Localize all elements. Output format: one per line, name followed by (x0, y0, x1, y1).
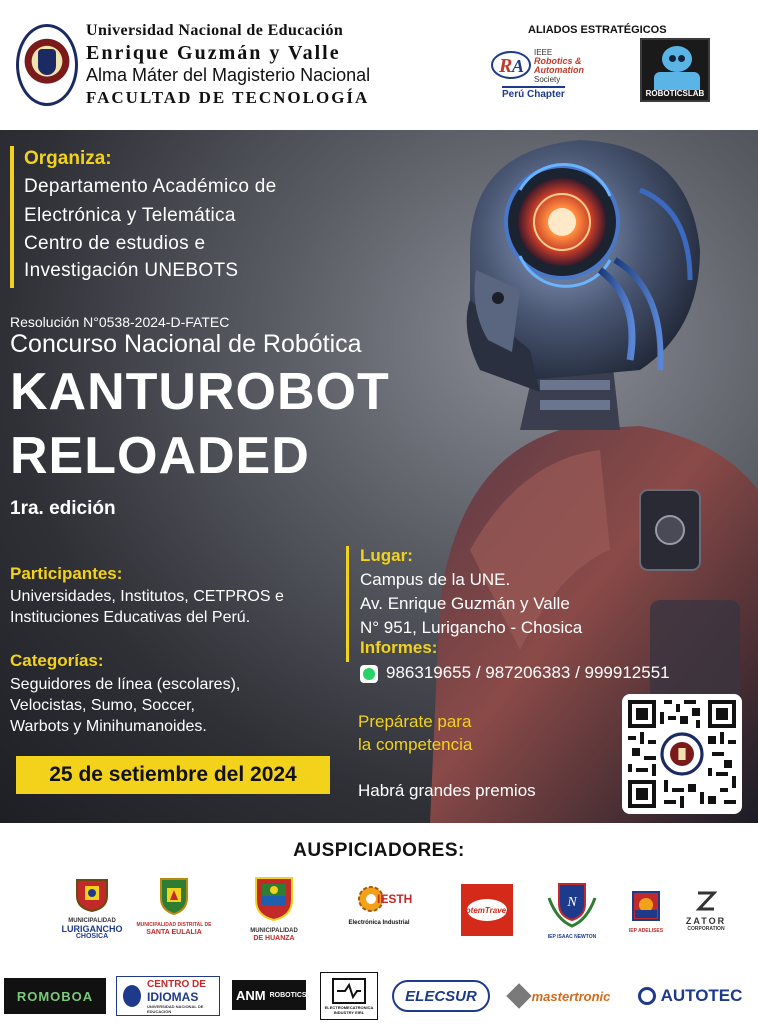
sponsor-zator (678, 890, 734, 933)
huanza-top: MUNICIPALIDAD (250, 928, 298, 934)
university-line-4: FACULTAD DE TECNOLOGÍA (86, 88, 370, 107)
university-seal-icon (16, 24, 78, 106)
organizer-line-3: Centro de estudios e (24, 233, 206, 254)
qr-code-icon (628, 700, 736, 808)
ieee-line-2: Robotics & (534, 56, 582, 66)
categories-line-2: Velocistas, Sumo, Soccer, (10, 697, 195, 714)
sponsor-adelises (626, 890, 666, 935)
santa-eulalia-top: MUNICIPALIDAD DISTRITAL DE (136, 922, 212, 928)
categories-heading: Categorías: (10, 651, 104, 670)
header (0, 0, 758, 130)
sponsor-autotec (628, 982, 752, 1010)
venue-line-2: Av. Enrique Guzmán y Valle (360, 594, 570, 613)
ieee-line-4: Society (534, 75, 561, 84)
participants-heading: Participantes: (10, 564, 123, 583)
organizer-line-1: Departamento Académico de (24, 176, 277, 197)
adelises-name: IEP ADELISES (628, 928, 664, 934)
ieee-ras-logo (490, 42, 600, 98)
santa-eulalia-crest-icon (158, 876, 190, 916)
isaac-newton-crest-icon (547, 880, 597, 928)
prizes-note: Habrá grandes premios (358, 781, 536, 800)
sponsor-romoboa: ROMOBOA (4, 978, 106, 1014)
zator-z-icon (695, 890, 717, 912)
main-banner (0, 130, 758, 823)
sponsor-santa-eulalia (136, 876, 212, 937)
sponsor-totemtravels (460, 884, 514, 941)
venue-line-3: N° 951, Lurigancho - Chosica (360, 618, 583, 637)
university-line-2: Enrique Guzmán y Valle (86, 42, 341, 64)
iesth-gear-icon (355, 884, 413, 914)
qr-code[interactable] (622, 694, 742, 814)
call-to-action (358, 710, 472, 756)
ieee-line-1: IEEE (534, 48, 553, 57)
adelises-crest-icon (631, 890, 661, 922)
event-date: 25 de setiembre del 2024 (16, 756, 330, 794)
university-name-block (86, 22, 406, 108)
autotec-name: AUTOTEC (660, 986, 743, 1005)
sponsor-anm-robotics (232, 980, 306, 1010)
categories-line-3: Warbots y Minihumanoides. (10, 718, 207, 735)
organizer-heading: Organiza: (24, 148, 112, 169)
university-line-1: Universidad Nacional de Educación (86, 22, 344, 39)
phone-numbers: 986319655 / 987206383 / 999912551 (386, 663, 670, 682)
info-heading: Informes: (360, 638, 438, 657)
university-line-3: Alma Máter del Magisterio Nacional (86, 65, 371, 85)
sponsor-electromecatronica (320, 972, 378, 1020)
ieee-chapter: Perú Chapter (502, 86, 565, 100)
huanza-mid: DE HUANZA (253, 935, 295, 942)
venue-line-1: Campus de la UNE. (360, 570, 511, 589)
robotics-lab-name: ROBOTICSLAB (645, 89, 705, 98)
lurigancho-mid: LURIGANCHO (61, 924, 123, 934)
sponsors-heading: AUSPICIADORES: (293, 840, 465, 861)
iesth-name: IESTH (377, 892, 413, 906)
ieee-ras-icon (490, 50, 532, 80)
sponsor-centro-idiomas (116, 976, 220, 1016)
autotec-ring-icon (638, 987, 656, 1005)
sponsor-iesth (340, 884, 418, 927)
sponsor-mastertronic (504, 982, 616, 1010)
edition-label: 1ra. edición (10, 498, 116, 519)
svg-text:N: N (567, 895, 577, 910)
lurigancho-bot: CHOSICA (75, 933, 109, 940)
svg-text:R: R (499, 55, 513, 77)
ieee-ras-text (534, 48, 584, 84)
electromecatronica-name: ELECTROMECATRONICA INDUSTRY EIRL (324, 1005, 374, 1015)
centro-idiomas-seal-icon (123, 985, 141, 1007)
huanza-crest-icon (252, 874, 296, 922)
event-title-line-2: RELOADED (10, 427, 310, 485)
venue-heading: Lugar: (360, 546, 413, 565)
participants-line-2: Instituciones Educativas del Perú. (10, 609, 251, 626)
totemtravels-logo-icon (461, 884, 513, 936)
totemtravels-name: TotemTravels (461, 906, 513, 915)
centro-line-1: CENTRO DE (147, 978, 206, 990)
cta-line-1: Prepárate para (358, 712, 472, 731)
organizer-accent-bar (10, 146, 14, 288)
venue-accent-bar (346, 546, 349, 662)
participants-line-1: Universidades, Institutos, CETPROS e (10, 588, 284, 605)
isaac-newton-name: IEP ISAAC NEWTON (547, 934, 597, 940)
centro-line-3: UNIVERSIDAD NACIONAL DE EDUCACIÓN (147, 1003, 204, 1014)
organizer-line-2: Electrónica y Telemática (24, 205, 236, 226)
anm-mark-icon: ANM (236, 987, 266, 1003)
sponsor-lurigancho (50, 876, 134, 941)
lurigancho-crest-icon (75, 876, 109, 912)
allies-label: ALIADOS ESTRATÉGICOS (528, 24, 667, 36)
electromecatronica-circuit-icon (331, 977, 367, 1005)
santa-eulalia-mid: SANTA EULALIA (146, 929, 202, 936)
zator-name: ZATOR (685, 916, 727, 926)
ieee-line-3: Automation (534, 65, 584, 75)
svg-text:A: A (512, 56, 525, 76)
mastertronic-name: mastertronic (531, 988, 611, 1004)
zator-subtitle: CORPORATION (687, 926, 725, 932)
sponsor-elecsur: ELECSUR (392, 980, 490, 1012)
organizer-line-4: Investigación UNEBOTS (24, 260, 239, 281)
resolution-number: Resolución N°0538-2024-D-FATEC (10, 314, 230, 330)
iesth-subtitle: Electrónica Industrial (348, 920, 410, 926)
event-title-line-1: KANTUROBOT (10, 363, 390, 421)
mastertronic-mark-icon (506, 983, 531, 1008)
cta-line-2: la competencia (358, 735, 473, 754)
sponsor-huanza (236, 874, 312, 943)
robotics-lab-logo (640, 38, 710, 102)
lurigancho-top: MUNICIPALIDAD (68, 918, 116, 924)
sponsor-isaac-newton (540, 880, 604, 941)
robot-body-icon (654, 72, 700, 90)
centro-line-2: IDIOMAS (147, 989, 199, 1004)
robot-head-icon (662, 46, 692, 72)
whatsapp-icon (360, 665, 378, 683)
categories-line-1: Seguidores de línea (escolares), (10, 676, 241, 693)
contest-subtitle: Concurso Nacional de Robótica (10, 330, 362, 358)
anm-name: ROBOTICS (269, 991, 307, 999)
